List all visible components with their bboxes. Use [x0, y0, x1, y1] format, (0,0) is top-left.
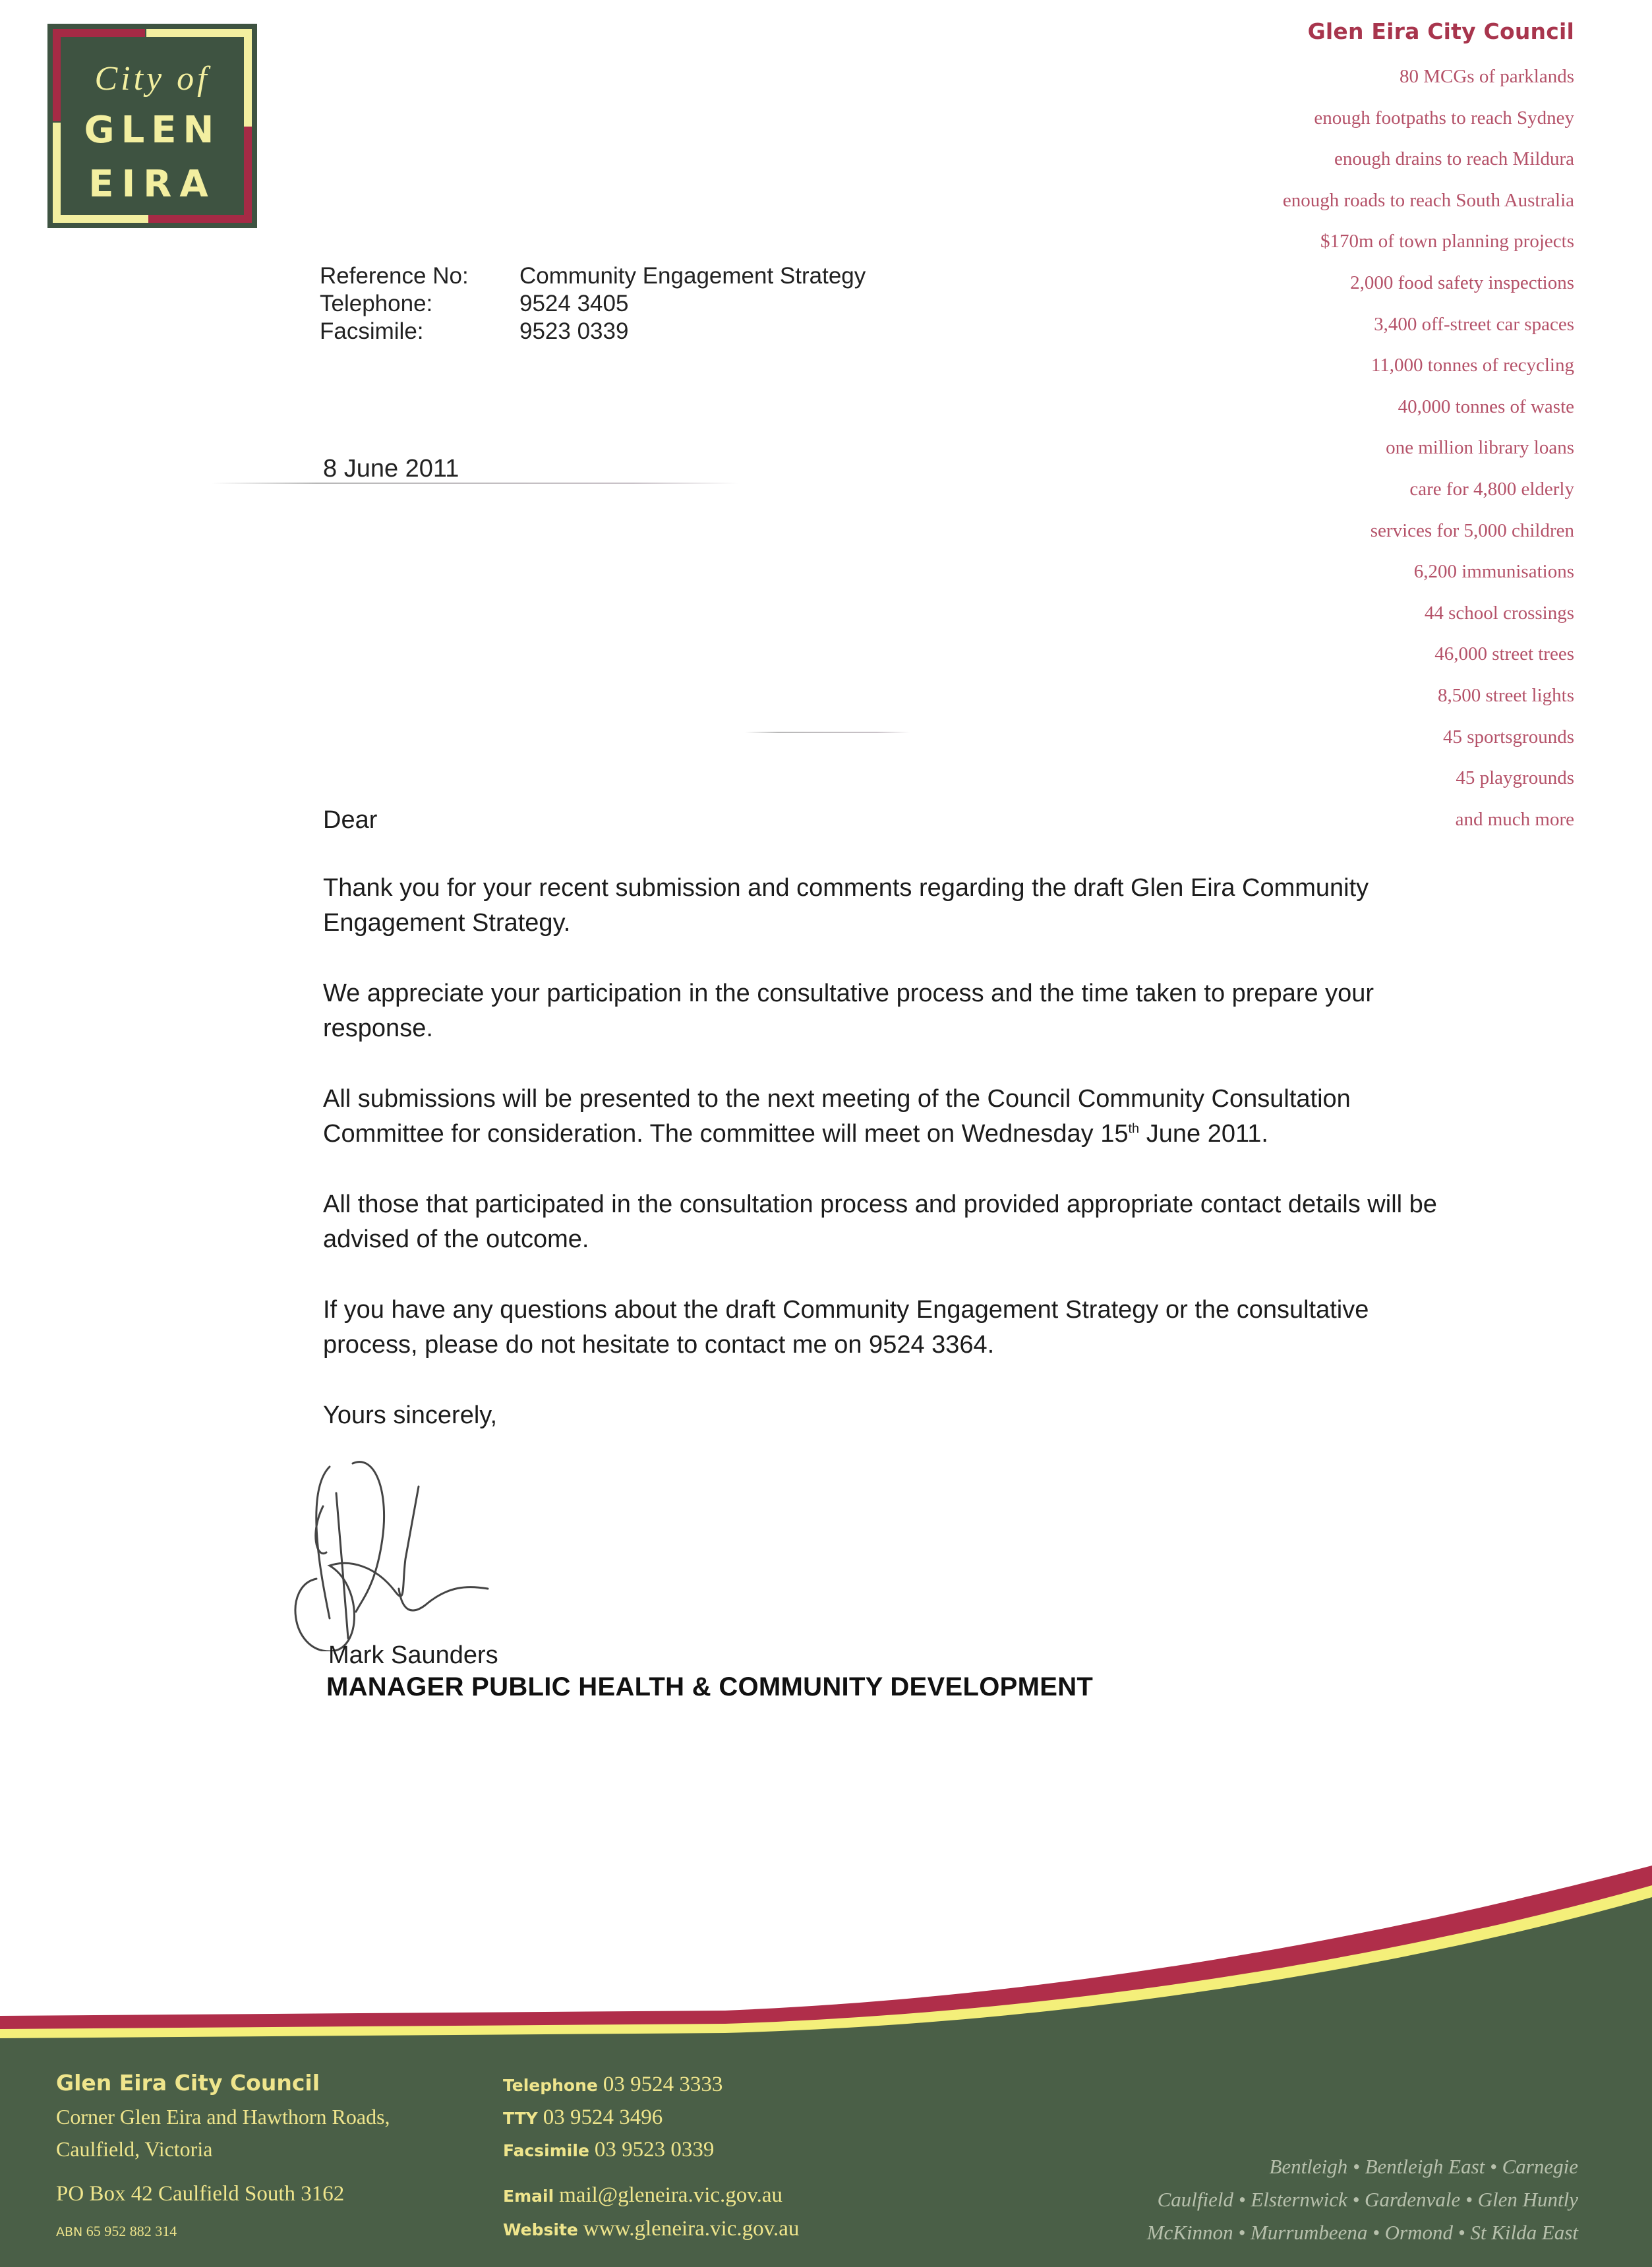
fact-item: and much more — [1455, 808, 1574, 830]
fact-item: 80 MCGs of parklands — [1399, 66, 1574, 87]
suburbs-line: Caulfield • Elsternwick • Gardenvale • Glen Huntly — [1157, 2188, 1578, 2211]
telephone-label: Telephone: — [320, 291, 433, 316]
fact-item: 11,000 tonnes of recycling — [1371, 355, 1574, 376]
date-underline — [211, 483, 738, 484]
closing: Yours sincerely, — [323, 1401, 498, 1429]
email-label: Email — [503, 2187, 554, 2206]
logo-text-glen: GLEN — [84, 109, 221, 152]
abn-value: 65 952 882 314 — [86, 2223, 177, 2239]
tty-value: 03 9524 3496 — [543, 2105, 663, 2129]
footer-council-name: Glen Eira City Council — [56, 2070, 320, 2096]
telephone-value: 03 9524 3333 — [603, 2073, 723, 2096]
paragraph-3-end: June 2011. — [1139, 1120, 1268, 1148]
facsimile-value: 9523 0339 — [519, 318, 629, 344]
footer-address-line1: Corner Glen Eira and Hawthorn Roads, — [56, 2105, 390, 2129]
fact-item: 8,500 street lights — [1437, 684, 1574, 706]
abn-label: ABN — [56, 2225, 83, 2239]
paragraph-5: If you have any questions about the draft Community Engagement Strategy or the consultative process, please do not hesitate to contact me on 9524 3364. — [323, 1296, 1369, 1359]
facts-heading: Glen Eira City Council — [1307, 18, 1574, 44]
paragraph-3-text: All submissions will be presented to the next meeting of the Council Community Consultation Committee for consideration. The committee will meet on Wednesday 15 — [323, 1085, 1351, 1148]
fact-item: one million library loans — [1386, 437, 1574, 459]
paragraph-2: We appreciate your participation in the consultative process and the time taken to prepare your response. — [323, 980, 1374, 1042]
paragraph-3 — [323, 1082, 1444, 1152]
city-of-glen-eira-logo — [47, 24, 257, 228]
facsimile-row — [320, 318, 866, 345]
ordinal-suffix: th — [1128, 1121, 1140, 1136]
handwritten-signature — [290, 1454, 567, 1651]
reference-value: Community Engagement Strategy — [519, 263, 866, 289]
fact-item: 45 playgrounds — [1456, 767, 1574, 789]
facsimile-label: Facsimile: — [320, 318, 424, 344]
fact-item: 3,400 off-street car spaces — [1374, 313, 1574, 335]
signer-name: Mark Saunders — [328, 1641, 498, 1669]
fact-item: enough drains to reach Mildura — [1334, 148, 1574, 170]
footer-po-box: PO Box 42 Caulfield South 3162 — [56, 2182, 345, 2206]
reference-label: Reference No: — [320, 263, 469, 289]
footer-abn — [56, 2223, 177, 2240]
website-link[interactable]: www.gleneira.vic.gov.au — [583, 2217, 800, 2241]
suburbs-line: Bentleigh • Bentleigh East • Carnegie — [1269, 2155, 1578, 2178]
footer-facsimile — [503, 2138, 714, 2162]
facsimile-label: Facsimile — [503, 2141, 589, 2160]
fact-item: care for 4,800 elderly — [1409, 478, 1574, 500]
footer-address-line2: Caulfield, Victoria — [56, 2137, 213, 2161]
reference-row — [320, 262, 866, 290]
council-facts-panel — [1283, 18, 1574, 840]
footer-email — [503, 2183, 782, 2208]
paragraph-4: All those that participated in the consultation process and provided appropriate contact details will be advised of the outcome. — [323, 1191, 1437, 1253]
fact-item: 2,000 food safety inspections — [1350, 272, 1574, 293]
faint-scan-line — [745, 732, 910, 733]
letter-date: 8 June 2011 — [323, 455, 459, 483]
salutation: Dear — [323, 806, 378, 834]
fact-item: 6,200 immunisations — [1413, 561, 1574, 583]
email-link[interactable]: mail@gleneira.vic.gov.au — [559, 2183, 783, 2207]
footer-website — [503, 2217, 799, 2241]
logo-text-city-of: City of — [94, 60, 210, 98]
fact-item: enough roads to reach South Australia — [1282, 189, 1574, 211]
telephone-row — [320, 290, 866, 318]
signer-title: MANAGER PUBLIC HEALTH & COMMUNITY DEVELOPMENT — [326, 1672, 1094, 1701]
letter-body — [323, 803, 1444, 1469]
website-label: Website — [503, 2220, 578, 2239]
fact-item: 44 school crossings — [1424, 602, 1574, 624]
footer-suburbs — [1147, 2150, 1578, 2249]
suburbs-line: McKinnon • Murrumbeena • Ormond • St Kilda East — [1146, 2221, 1578, 2244]
facsimile-value: 03 9523 0339 — [594, 2138, 715, 2162]
fact-item: 45 sportsgrounds — [1443, 726, 1574, 748]
paragraph-1: Thank you for your recent submission and comments regarding the draft Glen Eira Community Engagement Strategy. — [323, 874, 1369, 937]
telephone-label: Telephone — [503, 2076, 598, 2095]
telephone-value: 9524 3405 — [519, 291, 629, 316]
fact-item: services for 5,000 children — [1370, 519, 1574, 541]
fact-item: enough footpaths to reach Sydney — [1314, 107, 1574, 129]
logo-text-eira: EIRA — [88, 163, 216, 206]
fact-item: 40,000 tonnes of waste — [1398, 396, 1574, 417]
fact-item: $170m of town planning projects — [1320, 231, 1574, 252]
footer-tty — [503, 2105, 663, 2130]
fact-item: 46,000 street trees — [1434, 643, 1574, 665]
reference-block — [320, 262, 866, 345]
tty-label: TTY — [503, 2109, 538, 2128]
footer-telephone — [503, 2073, 723, 2097]
